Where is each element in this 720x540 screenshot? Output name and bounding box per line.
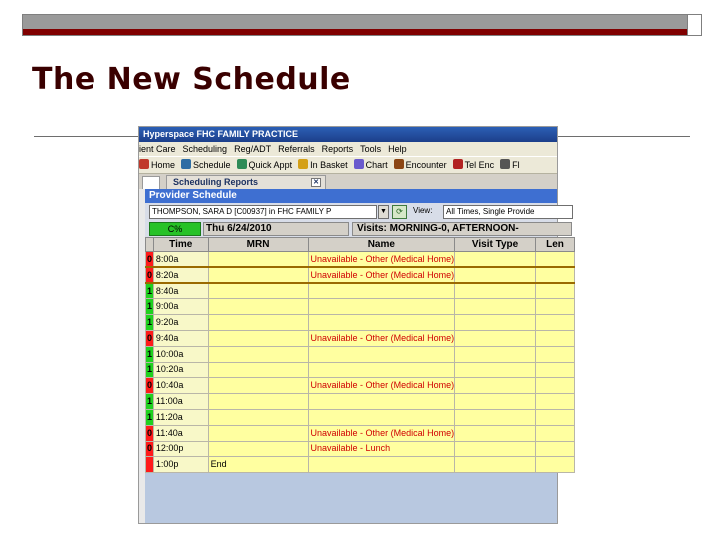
- schedule-table: [145, 237, 575, 473]
- table-row[interactable]: [146, 252, 575, 268]
- menu-item[interactable]: ient Care: [139, 144, 176, 154]
- quick-appt-icon: [237, 159, 247, 169]
- mrn-cell: [208, 315, 308, 331]
- menu-bar: [139, 142, 557, 156]
- date-field[interactable]: Thu 6/24/2010: [203, 222, 349, 236]
- name-cell: [308, 362, 455, 378]
- visit-type-cell: [455, 457, 536, 473]
- mrn-cell: [208, 378, 308, 394]
- visit-type-cell: [455, 315, 536, 331]
- table-row[interactable]: [146, 425, 575, 441]
- view-label: View:: [413, 206, 433, 215]
- mrn-cell: [208, 425, 308, 441]
- toolbar-label: In Basket: [310, 160, 348, 170]
- table-row[interactable]: [146, 457, 575, 473]
- percent-badge: C%: [149, 222, 201, 236]
- menu-item[interactable]: Tools: [360, 144, 382, 154]
- toolbar-button[interactable]: [354, 157, 388, 174]
- name-cell: [308, 346, 455, 362]
- provider-select[interactable]: THOMPSON, SARA D [C00937] in FHC FAMILY P: [149, 205, 377, 219]
- encounter-icon: [394, 159, 404, 169]
- time-cell: 10:00a: [153, 346, 208, 362]
- menu-item[interactable]: Referrals: [278, 144, 315, 154]
- len-cell: [536, 267, 575, 283]
- tab-blank[interactable]: [142, 176, 160, 189]
- name-cell: Unavailable - Other (Medical Home): [308, 330, 455, 346]
- toolbar-button[interactable]: [181, 157, 231, 174]
- status-cell: 1: [146, 299, 154, 315]
- menu-item[interactable]: Reports: [321, 144, 354, 154]
- panel-title: Provider Schedule: [145, 189, 557, 203]
- len-cell: [536, 299, 575, 315]
- refresh-icon[interactable]: ⟳: [392, 205, 407, 219]
- table-row[interactable]: [146, 267, 575, 283]
- name-cell: Unavailable - Other (Medical Home): [308, 378, 455, 394]
- name-cell: [308, 394, 455, 410]
- status-column-header: [146, 238, 154, 252]
- table-row[interactable]: [146, 299, 575, 315]
- name-cell: Unavailable - Other (Medical Home): [308, 252, 455, 268]
- hyperspace-window: [138, 126, 564, 524]
- time-cell: 11:20a: [153, 409, 208, 425]
- inbasket-icon: [298, 159, 308, 169]
- tab-scheduling-reports[interactable]: [166, 175, 326, 189]
- column-header-mrn[interactable]: MRN: [208, 238, 308, 252]
- toolbar-button[interactable]: [453, 157, 495, 174]
- visit-type-cell: [455, 346, 536, 362]
- toolbar-button[interactable]: [500, 157, 520, 174]
- tab-row: [139, 174, 557, 189]
- toolbar-label: Schedule: [193, 160, 231, 170]
- table-row[interactable]: [146, 441, 575, 457]
- len-cell: [536, 441, 575, 457]
- name-cell: [308, 299, 455, 315]
- time-cell: 11:40a: [153, 425, 208, 441]
- menu-item[interactable]: Reg/ADT: [234, 144, 272, 154]
- toolbar-label: Quick Appt: [248, 160, 293, 170]
- status-cell: 1: [146, 362, 154, 378]
- table-header-row: [146, 238, 575, 252]
- visit-type-cell: [455, 441, 536, 457]
- toolbar-label: Home: [151, 160, 176, 170]
- toolbar: [139, 156, 557, 174]
- table-row[interactable]: [146, 330, 575, 346]
- window-title: Hyperspace FHC FAMILY PRACTICE: [139, 127, 557, 142]
- status-cell: 1: [146, 394, 154, 410]
- name-cell: Unavailable - Other (Medical Home): [308, 267, 455, 283]
- len-cell: [536, 252, 575, 268]
- len-cell: [536, 346, 575, 362]
- chevron-down-icon[interactable]: ▼: [378, 205, 389, 219]
- status-cell: [146, 457, 154, 473]
- time-cell: 8:40a: [153, 283, 208, 299]
- mrn-cell: [208, 441, 308, 457]
- len-cell: [536, 315, 575, 331]
- time-cell: 8:20a: [153, 267, 208, 283]
- status-cell: 1: [146, 346, 154, 362]
- menu-item[interactable]: Scheduling: [182, 144, 228, 154]
- tab-label: Scheduling Reports: [173, 177, 259, 187]
- visit-type-cell: [455, 378, 536, 394]
- len-cell: [536, 378, 575, 394]
- table-row[interactable]: [146, 409, 575, 425]
- len-cell: [536, 425, 575, 441]
- status-cell: 0: [146, 378, 154, 394]
- phone-icon: [453, 159, 463, 169]
- len-cell: [536, 457, 575, 473]
- toolbar-button[interactable]: [237, 157, 293, 174]
- table-row[interactable]: [146, 378, 575, 394]
- time-cell: 9:40a: [153, 330, 208, 346]
- time-cell: 10:20a: [153, 362, 208, 378]
- time-cell: 12:00p: [153, 441, 208, 457]
- status-cell: 0: [146, 441, 154, 457]
- slide-header-square: [687, 15, 701, 35]
- name-cell: [308, 457, 455, 473]
- len-cell: [536, 283, 575, 299]
- status-cell: 0: [146, 330, 154, 346]
- visit-type-cell: [455, 394, 536, 410]
- len-cell: [536, 362, 575, 378]
- time-cell: 8:00a: [153, 252, 208, 268]
- mrn-cell: [208, 267, 308, 283]
- name-cell: Unavailable - Other (Medical Home): [308, 425, 455, 441]
- status-cell: 0: [146, 425, 154, 441]
- table-row[interactable]: [146, 315, 575, 331]
- status-cell: 1: [146, 283, 154, 299]
- toolbar-label: Tel Enc: [464, 160, 495, 170]
- time-cell: 1:00p: [153, 457, 208, 473]
- mrn-cell: [208, 299, 308, 315]
- close-icon[interactable]: ✕: [311, 178, 321, 187]
- visit-type-cell: [455, 283, 536, 299]
- provider-schedule-panel: [145, 189, 564, 523]
- visit-type-cell: [455, 330, 536, 346]
- len-cell: [536, 394, 575, 410]
- visit-type-cell: [455, 252, 536, 268]
- name-cell: Unavailable - Lunch: [308, 441, 455, 457]
- mrn-cell: [208, 394, 308, 410]
- time-cell: 9:00a: [153, 299, 208, 315]
- menu-item[interactable]: Help: [388, 144, 407, 154]
- view-select[interactable]: All Times, Single Provide: [443, 205, 573, 219]
- mrn-cell: End: [208, 457, 308, 473]
- status-cell: 0: [146, 252, 154, 268]
- status-cell: 1: [146, 409, 154, 425]
- visit-type-cell: [455, 362, 536, 378]
- column-header-visit-type[interactable]: Visit Type: [455, 238, 536, 252]
- table-row[interactable]: [146, 283, 575, 299]
- status-cell: 1: [146, 315, 154, 331]
- column-header-len[interactable]: Len: [536, 238, 575, 252]
- filter-row: [145, 203, 557, 221]
- visits-summary: Visits: MORNING-0, AFTERNOON-: [352, 222, 572, 236]
- time-cell: 11:00a: [153, 394, 208, 410]
- flag-icon: [500, 159, 510, 169]
- toolbar-button[interactable]: [298, 157, 348, 174]
- slide-header-accent: [23, 29, 701, 35]
- len-cell: [536, 330, 575, 346]
- chart-icon: [354, 159, 364, 169]
- visit-type-cell: [455, 409, 536, 425]
- name-cell: [308, 283, 455, 299]
- mrn-cell: [208, 283, 308, 299]
- status-cell: 0: [146, 267, 154, 283]
- visit-type-cell: [455, 267, 536, 283]
- time-cell: 10:40a: [153, 378, 208, 394]
- visit-type-cell: [455, 299, 536, 315]
- time-cell: 9:20a: [153, 315, 208, 331]
- name-cell: [308, 315, 455, 331]
- toolbar-button[interactable]: [139, 157, 175, 174]
- table-row[interactable]: [146, 394, 575, 410]
- column-header-time[interactable]: Time: [153, 238, 208, 252]
- table-row[interactable]: [146, 362, 575, 378]
- table-row[interactable]: [146, 346, 575, 362]
- calendar-icon: [181, 159, 191, 169]
- mrn-cell: [208, 409, 308, 425]
- mrn-cell: [208, 252, 308, 268]
- name-cell: [308, 409, 455, 425]
- visit-type-cell: [455, 425, 536, 441]
- toolbar-label: Encounter: [405, 160, 447, 170]
- toolbar-label: Fl: [512, 160, 520, 170]
- mrn-cell: [208, 346, 308, 362]
- len-cell: [536, 409, 575, 425]
- column-header-name[interactable]: Name: [308, 238, 455, 252]
- home-icon: [139, 159, 149, 169]
- toolbar-button[interactable]: [394, 157, 447, 174]
- mrn-cell: [208, 362, 308, 378]
- slide-title: The New Schedule: [32, 62, 351, 97]
- date-row: [145, 221, 557, 237]
- slide-header-bar: [22, 14, 702, 36]
- toolbar-label: Chart: [365, 160, 388, 170]
- mrn-cell: [208, 330, 308, 346]
